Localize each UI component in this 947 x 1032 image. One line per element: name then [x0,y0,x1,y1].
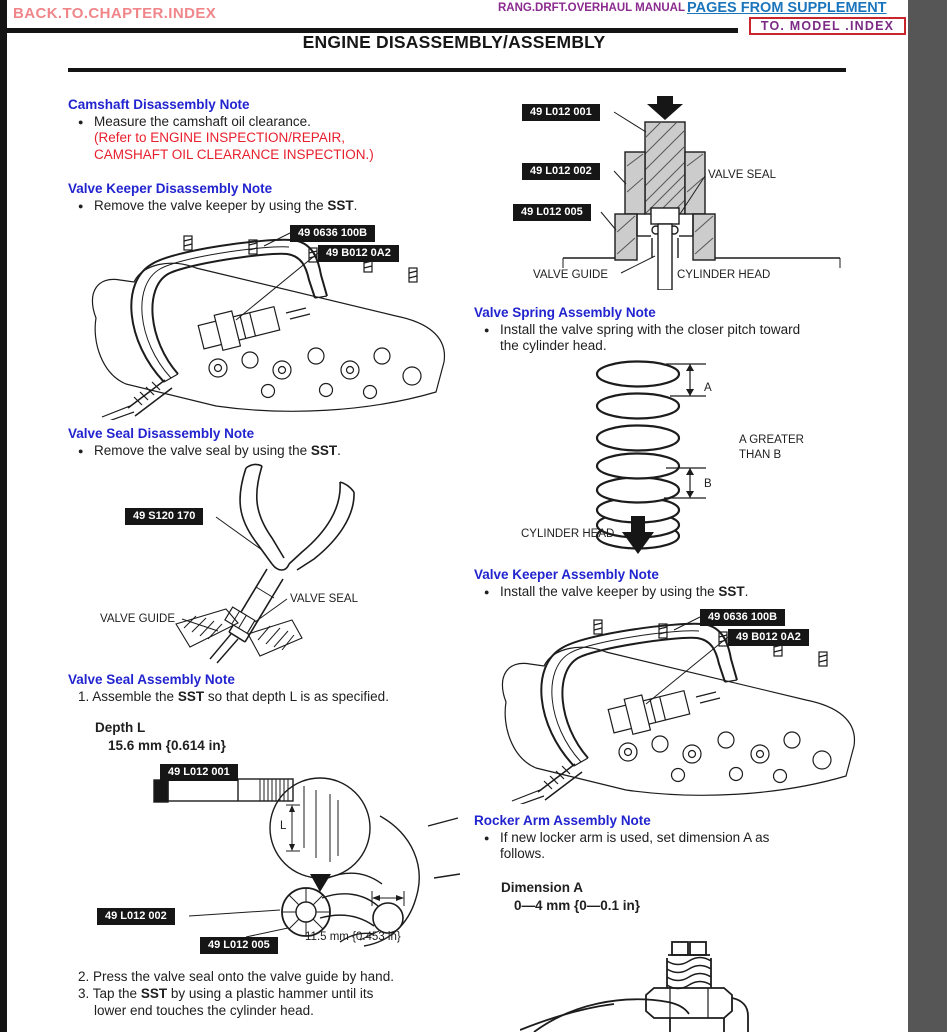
figure-valve-seal-installation [88,760,460,958]
dimension-a-caption: A [704,382,712,394]
valve-spring-bullet-line2: the cylinder head. [500,338,607,353]
step3-text-line2: lower end touches the cylinder head. [94,1003,314,1018]
depth-spec-value: 15.6 mm {0.614 in} [108,738,226,753]
figure-rocker-arm [520,938,860,1032]
rocker-arm-bullet-line1: ● If new locker arm is used, set dimension A as [500,830,769,845]
sst-bold: SST [327,198,354,213]
valve-seal-caption: VALVE SEAL [290,593,358,605]
valve-keeper-removal-drawing [68,220,468,420]
camshaft-reference-line2: CAMSHAFT OIL CLEARANCE INSPECTION.) [94,147,374,162]
text-fragment: Install the valve keeper by using the [500,584,719,599]
tool-number-tag: 49 L012 005 [200,937,278,954]
page-title: ENGINE DISASSEMBLY/ASSEMBLY [302,32,606,52]
dimension-b-caption: B [704,478,712,490]
figure-seal-cross-section [505,96,907,290]
diameter-dimension-caption: 11.5 mm {0.453 in} [305,931,401,943]
valve-keeper-disassembly-heading: Valve Keeper Disassembly Note [68,181,273,196]
tool-number-tag: 49 B012 0A2 [318,245,399,262]
figure-valve-keeper-install [478,604,878,804]
to-model-index-label: TO. MODEL .INDEX [760,19,895,33]
text-fragment: . [353,198,358,213]
step2-text: 2. Press the valve seal onto the valve guide by hand. [78,969,394,984]
valve-keeper-assembly-heading: Valve Keeper Assembly Note [474,567,659,582]
text-fragment: 1. Assemble the [78,689,178,704]
text-fragment: so that depth L is as specified. [204,689,389,704]
pitch-note-line2: THAN B [739,449,782,461]
right-gray-strip [908,0,947,1032]
valve-seal-assembly-step1 [78,689,389,704]
tool-number-tag: 49 L012 005 [513,204,591,221]
figure-valve-seal-removal [88,462,450,664]
camshaft-reference-line1: (Refer to ENGINE INSPECTION/REPAIR, [94,130,346,145]
sst-bold: SST [177,689,205,704]
valve-seal-disassembly-heading: Valve Seal Disassembly Note [68,426,255,441]
valve-seal-removal-drawing [88,462,450,664]
seal-cross-section-drawing [505,96,907,290]
dimension-a-spec-name: Dimension A [501,880,584,895]
pitch-note-line1: A GREATER [739,434,804,446]
text-fragment: Remove the valve keeper by using the [94,198,328,213]
valve-keeper-install-drawing [478,604,878,804]
depth-l-caption: L [280,820,287,832]
tool-number-tag: 49 B012 0A2 [728,629,809,646]
valve-seal-assembly-heading: Valve Seal Assembly Note [68,672,235,687]
rocker-arm-drawing [520,938,860,1032]
rocker-arm-bullet-line2: follows. [500,846,546,861]
text-fragment: Remove the valve seal by using the [94,443,311,458]
tool-number-tag: 49 L012 001 [522,104,600,121]
sst-bold: SST [310,443,338,458]
valve-keeper-assembly-bullet [500,584,748,599]
tool-number-tag: 49 0636 100B [290,225,375,242]
camshaft-bullet: ● Measure the camshaft oil clearance. [94,114,311,129]
text-fragment: . [337,443,341,458]
step3-text-line1 [78,986,373,1001]
sst-bold: SST [718,584,745,599]
valve-seal-caption: VALVE SEAL [708,169,776,181]
dimension-a-spec-value: 0—4 mm {0—0.1 in} [514,898,641,913]
valve-spring-bullet-line1: ● Install the valve spring with the closer pitch toward [500,322,800,337]
depth-spec-name: Depth L [95,720,146,735]
back-to-chapter-index-link[interactable]: BACK.TO.CHAPTER.INDEX [13,5,217,22]
cylinder-head-caption: CYLINDER HEAD [521,528,615,540]
title-rule [68,68,846,72]
camshaft-disassembly-heading: Camshaft Disassembly Note [68,97,250,112]
left-border-strip [0,0,7,1032]
tool-number-tag: 49 S120 170 [125,508,203,525]
text-fragment: . [744,584,749,599]
figure-valve-spring [520,358,906,558]
sst-bold: SST [140,986,168,1001]
cylinder-head-caption: CYLINDER HEAD [677,269,771,281]
text-fragment: by using a plastic hammer until its [167,986,374,1001]
pages-from-supplement-link[interactable]: PAGES FROM SUPPLEMENT [687,0,887,16]
valve-seal-disassembly-bullet [94,443,341,458]
rocker-arm-assembly-heading: Rocker Arm Assembly Note [474,813,651,828]
tool-number-tag: 49 L012 002 [97,908,175,925]
figure-valve-keeper-removal [68,220,468,420]
valve-guide-caption: VALVE GUIDE [533,269,608,281]
valve-guide-caption: VALVE GUIDE [100,613,175,625]
tool-number-tag: 49 L012 002 [522,163,600,180]
text-fragment: 3. Tap the [78,986,141,1001]
tool-number-tag: 49 L012 001 [160,764,238,781]
valve-spring-assembly-heading: Valve Spring Assembly Note [474,305,656,320]
manual-name-label: RANG.DRFT.OVERHAUL MANUAL [498,2,685,14]
tool-number-tag: 49 0636 100B [700,609,785,626]
valve-keeper-bullet [94,198,357,213]
valve-seal-installation-drawing [88,760,460,958]
